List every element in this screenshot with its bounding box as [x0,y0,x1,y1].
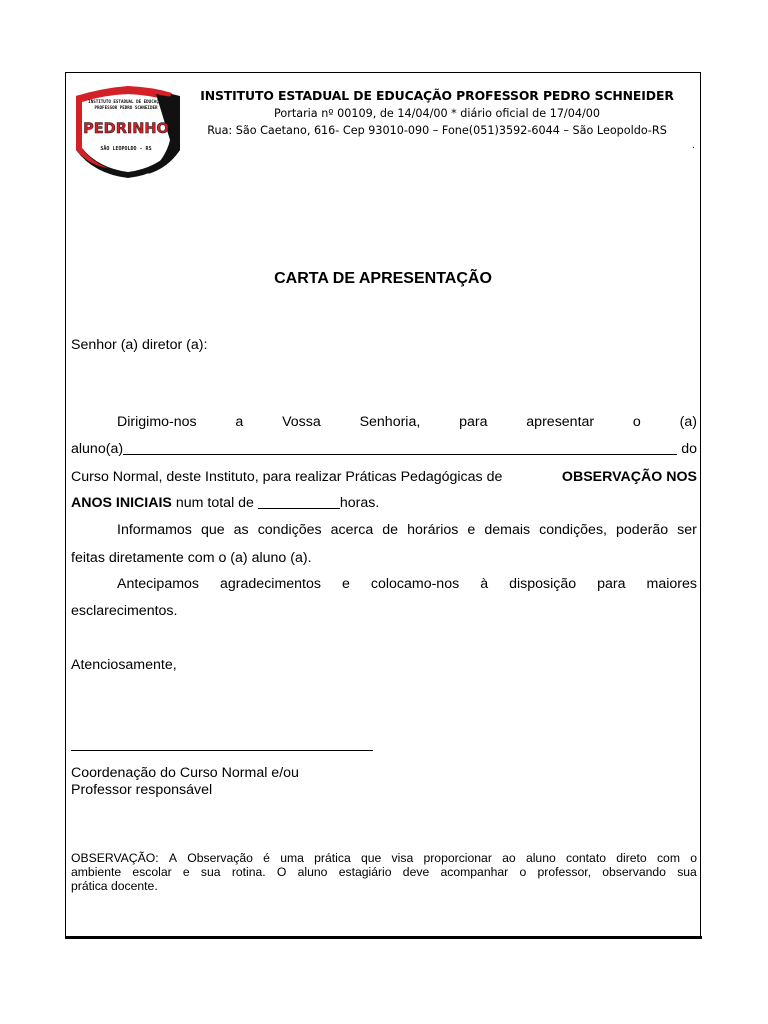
word: com [656,851,680,865]
observation-note [71,851,697,893]
word: observando [602,865,666,879]
word: (a) [679,414,697,430]
word: prática [314,851,351,865]
word: o [519,865,527,879]
student-label: aluno(a) [71,441,124,457]
word: deve [402,865,430,879]
para3-line1 [117,576,697,594]
word: que [200,522,225,538]
obs-line3: prática docente. [71,879,158,893]
word: e [341,576,350,592]
word: para [459,414,488,430]
word: sua [677,865,697,879]
word: visa [391,851,414,865]
word: e [182,865,190,879]
word: apresentar [526,414,595,430]
word: acerca [330,522,374,538]
page-border-bottom [65,936,702,939]
word: o [632,414,641,430]
word: para [597,576,626,592]
word: sua [200,865,221,879]
word: escolar [132,865,172,879]
word: agradecimentos [220,576,321,592]
svg-text:PROFESSOR PEDRO SCHNEIDER: PROFESSOR PEDRO SCHNEIDER [94,105,158,110]
word: a [235,414,244,430]
institute-ordinance: Portaria nº 00109, de 14/04/00 * diário oficial de 17/04/00 [274,107,600,120]
para3-line2: esclarecimentos. [71,603,178,619]
word: aluno [525,851,556,865]
word: condições, [539,522,607,538]
word: à [480,576,489,592]
word: Senhoria, [359,414,421,430]
document-title: CARTA DE APRESENTAÇÃO [274,270,492,287]
institute-address: Rua: São Caetano, 616- Cep 93010-090 – Fone(051)3592-6044 – São Leopoldo-RS [207,124,667,137]
word: condições [257,522,322,538]
word: A [168,851,177,865]
word: Observação [187,851,253,865]
para1-line2 [71,441,697,459]
greeting: Senhor (a) diretor (a): [71,337,208,353]
word: de [382,522,399,538]
word: acompanhar [440,865,509,879]
word: rotina. [231,865,266,879]
word: ambiente [71,865,122,879]
logo-caption-top: INSTITUTO ESTADUAL DE EDUCAÇÃO [88,99,164,104]
para2-line1 [117,522,697,540]
observation-highlight: OBSERVAÇÃO NOS [561,469,697,485]
word: que [360,851,382,865]
word: Dirigimo-nos [117,414,197,430]
word: Informamos [117,522,192,538]
word: demais [484,522,531,538]
word: as [233,522,249,538]
para1-line4: ANOS INICIAIS num total de horas. [71,495,380,511]
para1-line3: Curso Normal, deste Instituto, para realizar Práticas Pedagógicas de OBSERVAÇÃO NOS [71,469,697,485]
signature-role-line1: Coordenação do Curso Normal e/ou [71,765,299,781]
signature-role-line2: Professor responsável [71,782,213,798]
signature-line [71,750,373,751]
para1-line1 [117,414,697,432]
logo-name: PEDRINHO [83,121,169,137]
para2-line2: feitas diretamente com o (a) aluno (a). [71,550,312,566]
word: contato [566,851,606,865]
word: O [276,865,287,879]
word: aluno [297,865,328,879]
word: disposição [509,576,577,592]
word: colocamo-nos [370,576,460,592]
word: é [263,851,270,865]
header-dot: . [692,140,695,151]
logo-city: SÃO LEOPOLDO - RS [100,146,152,152]
word: Antecipamos [117,576,200,592]
word: e [467,522,476,538]
word: OBSERVAÇÃO: [71,851,159,865]
school-logo [72,80,184,180]
word: ao [502,851,516,865]
word: maiores [646,576,697,592]
word: professor, [537,865,592,879]
closing: Atenciosamente, [71,657,177,673]
obs-line2 [71,865,697,879]
hours-blank [258,495,340,509]
anos-iniciais-highlight: ANOS INICIAIS [71,495,172,511]
para1-line2-end: do [681,441,697,457]
obs-line1 [71,851,697,865]
word: poderão [616,522,669,538]
institute-title: INSTITUTO ESTADUAL DE EDUCAÇÃO PROFESSOR PEDRO SCHNEIDER [200,88,674,103]
word: direto [616,851,647,865]
student-name-blank [123,441,677,455]
word: horários [407,522,459,538]
word: ser [677,522,697,538]
word: estagiário [338,865,392,879]
word: Vossa [282,414,321,430]
word: uma [280,851,304,865]
word: proporcionar [423,851,492,865]
word: o [690,851,697,865]
